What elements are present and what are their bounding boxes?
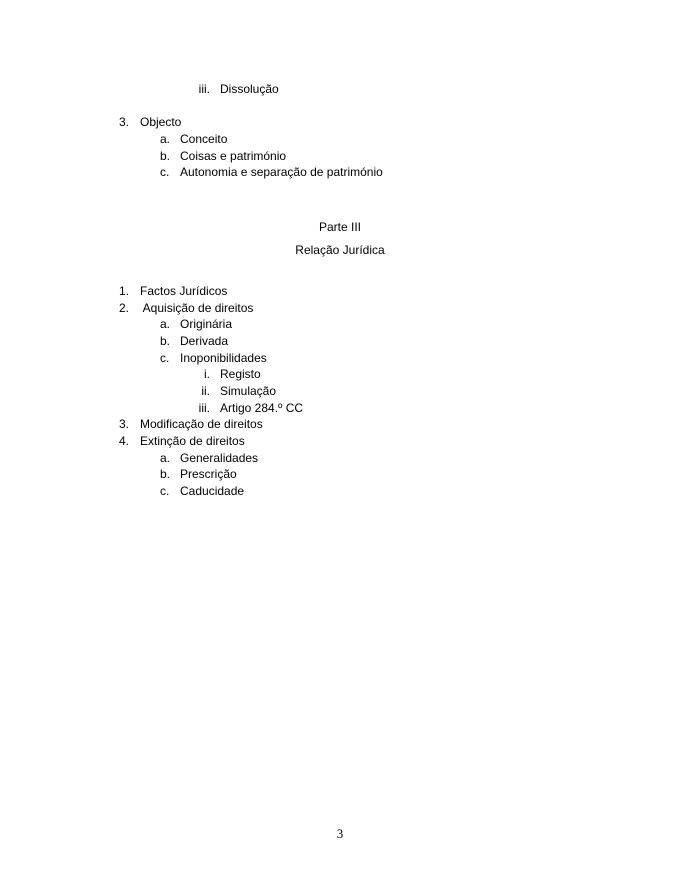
list-text: Factos Jurídicos (140, 284, 228, 298)
list-marker: ii. (201, 384, 210, 398)
list-text: Aquisição de direitos (140, 301, 254, 315)
list-marker: 4. (119, 434, 130, 448)
list-marker: 3. (119, 417, 130, 431)
list-marker: c. (160, 484, 170, 498)
list-text: Modificação de direitos (140, 417, 263, 431)
list-marker: c. (160, 165, 170, 179)
list-marker: a. (160, 317, 171, 331)
list-marker: b. (160, 334, 171, 348)
list-text: Coisas e património (180, 149, 287, 163)
list-text: Originária (180, 317, 233, 331)
list-marker: 2. (119, 301, 130, 315)
part-title: Relação Jurídica (295, 243, 385, 257)
list-text: Autonomia e separação de património (180, 165, 383, 179)
list-marker: a. (160, 132, 171, 146)
list-marker: b. (160, 149, 171, 163)
list-text: Simulação (220, 384, 277, 398)
list-text: Dissolução (220, 82, 279, 96)
list-text: Prescrição (180, 467, 237, 481)
list-text: Objecto (140, 115, 182, 129)
list-text: Artigo 284.º CC (220, 401, 304, 415)
list-text: Extinção de direitos (140, 434, 245, 448)
page-number: 3 (336, 826, 344, 841)
list-text: Registo (220, 367, 261, 381)
list-marker: 1. (119, 284, 130, 298)
list-text: Generalidades (180, 451, 259, 465)
list-marker: a. (160, 451, 171, 465)
list-marker: b. (160, 467, 171, 481)
list-text: Derivada (180, 334, 229, 348)
list-text: Inoponibilidades (180, 351, 267, 365)
list-text: Caducidade (180, 484, 245, 498)
list-marker: c. (160, 351, 170, 365)
list-text: Conceito (180, 132, 228, 146)
list-marker: 3. (119, 115, 130, 129)
list-marker: iii. (198, 401, 210, 415)
part-label: Parte III (318, 220, 362, 234)
list-marker: iii. (198, 82, 210, 96)
list-marker: i. (204, 367, 210, 381)
